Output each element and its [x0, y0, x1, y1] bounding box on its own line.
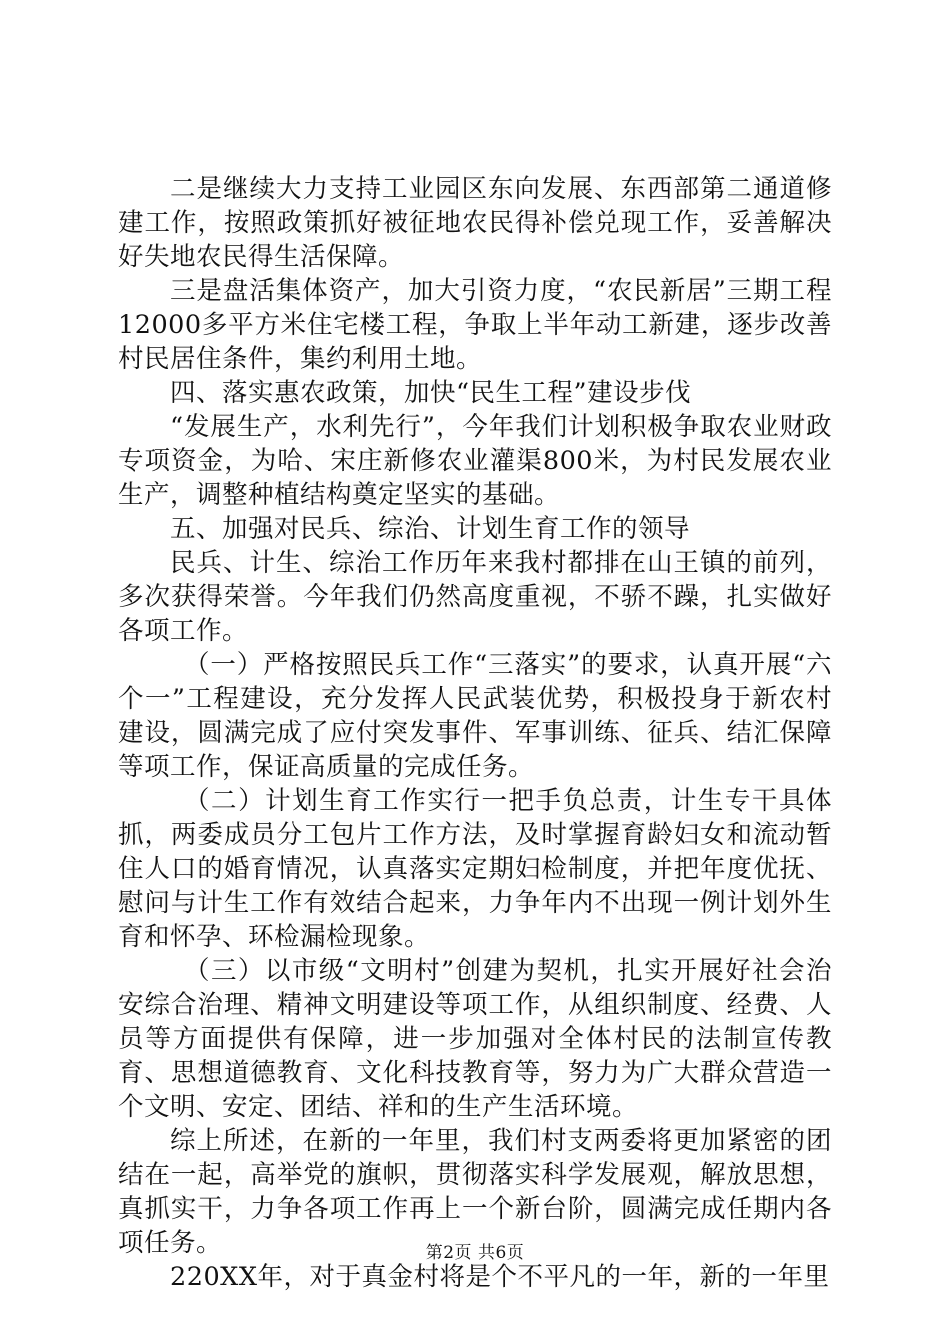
document-body [118, 172, 832, 1294]
paragraph-industrial-park: 二是继续大力支持工业园区东向发展、东西部第二通道修建工作，按照政策抓好被征地农民得补偿兑现工作，妥善解决好失地农民得生活保障。 [118, 174, 832, 272]
paragraph-militia-item-1: （一）严格按照民兵工作“三落实”的要求，认真开展“六个一”工程建设，充分发挥人民武装优势，积极投身于新农村建设，圆满完成了应付突发事件、军事训练、征兵、结汇保障等项工作，保证高质量的完成任务。 [118, 650, 832, 782]
paragraph-civilized-village-item-3: （三）以市级“文明村”创建为契机，扎实开展好社会治安综合治理、精神文明建设等项工作，从组织制度、经费、人员等方面提供有保障，进一步加强对全体村民的法制宣传教育、思想道德教育、文化科技教育等，努力为广大群众营造一个文明、安定、团结、祥和的生产生活环境。 [118, 956, 832, 1122]
section-heading-militia: 五、加强对民兵、综治、计划生育工作的领导 [170, 514, 691, 544]
paragraph-family-planning-item-2: （二）计划生育工作实行一把手负总责，计生专干具体抓，两委成员分工包片工作方法，及时掌握育龄妇女和流动暂住人口的婚育情况，认真落实定期妇检制度，并把年度优抚、慰问与计生工作有效结合起来，力争年内不出现一例计划外生育和怀孕、环检漏检现象。 [118, 786, 832, 952]
paragraph-water-conservancy: “发展生产，水利先行”，今年我们计划积极争取农业财政专项资金，为哈、宋庄新修农业灌渠800米，为村民发展农业生产，调整种植结构奠定坚实的基础。 [118, 412, 832, 510]
paragraph-militia-overview: 民兵、计生、综治工作历年来我村都排在山王镇的前列，多次获得荣誉。今年我们仍然高度重视，不骄不躁，扎实做好各项工作。 [118, 548, 832, 646]
paragraph-next-year: 220XX年，对于真金村将是个不平凡的一年，新的一年里 [170, 1262, 830, 1292]
page-number-footer: 第2页 共6页 [425, 1243, 525, 1263]
section-heading-livelihood: 四、落实惠农政策，加快“民生工程”建设步伐 [170, 378, 692, 408]
paragraph-summary: 综上所述，在新的一年里，我们村支两委将更加紧密的团结在一起，高举党的旗帜，贯彻落实科学发展观，解放思想，真抓实干，力争各项工作再上一个新台阶，圆满完成任期内各项任务。 [118, 1126, 832, 1258]
paragraph-collective-assets: 三是盘活集体资产，加大引资力度，“农民新居”三期工程12000多平方米住宅楼工程，争取上半年动工新建，逐步改善村民居住条件，集约利用土地。 [118, 276, 832, 374]
